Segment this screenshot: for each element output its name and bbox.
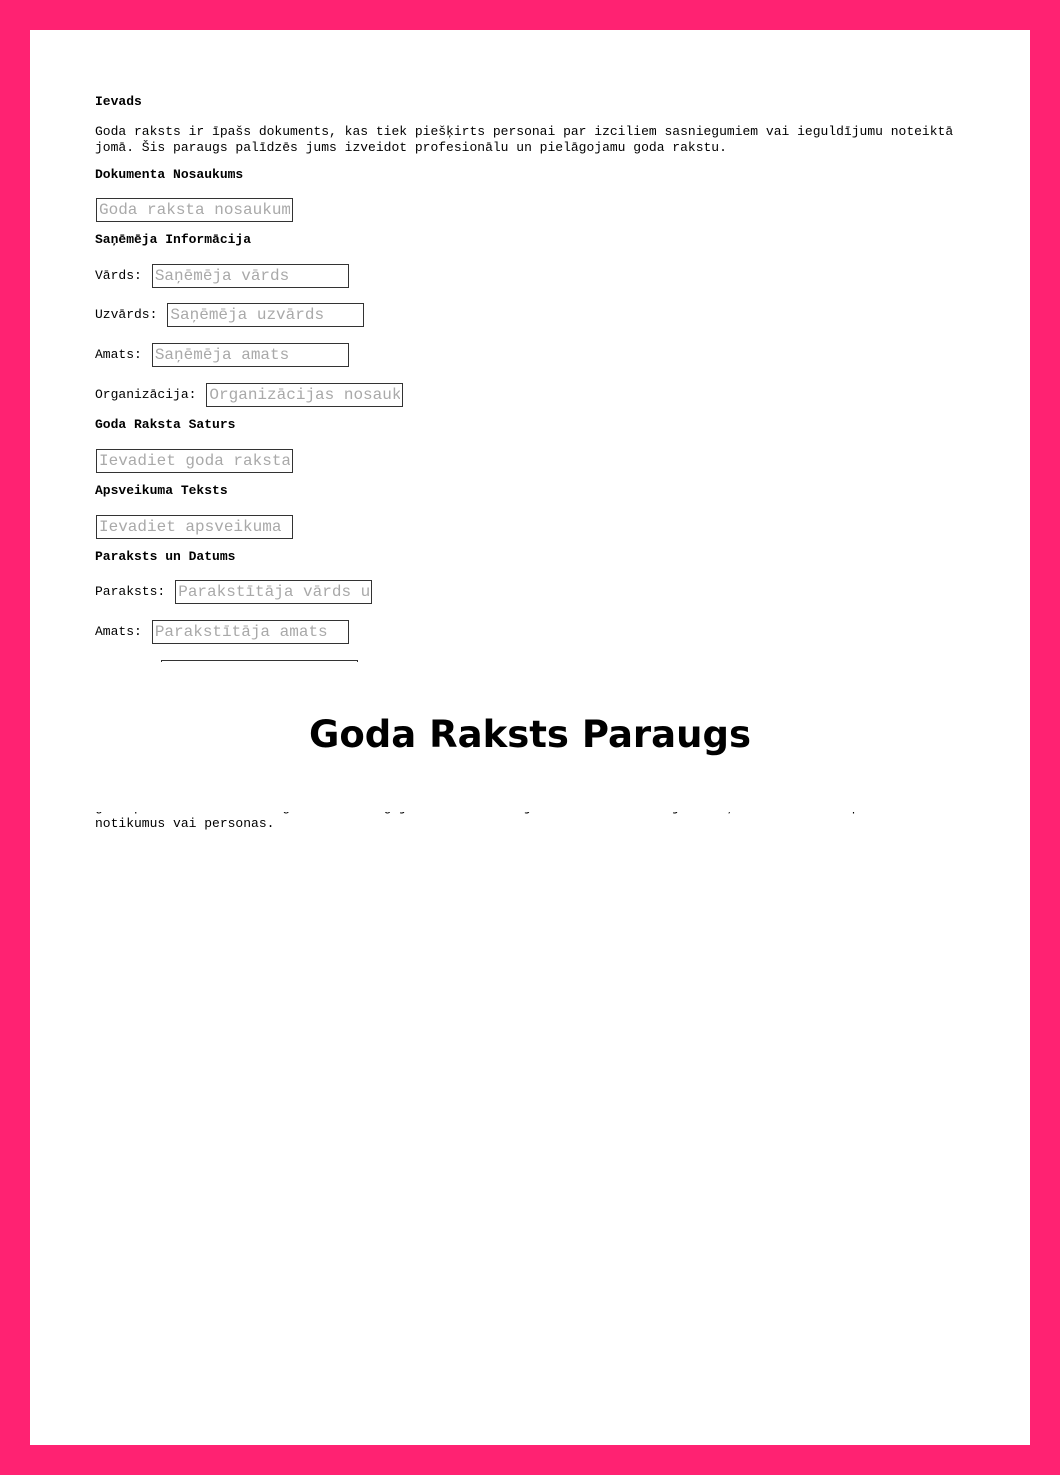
first-name-input[interactable] <box>152 264 349 288</box>
position-row <box>95 343 349 367</box>
signature-row <box>95 580 372 604</box>
closing-text: notikumus vai personas. <box>95 816 275 831</box>
title-banner <box>30 662 1030 812</box>
congrats-input[interactable] <box>96 515 293 539</box>
signer-position-input[interactable] <box>152 620 349 644</box>
intro-text: Goda raksts ir īpašs dokuments, kas tiek piešķirts personai par izciliem sasniegumiem vai ieguldījumu noteiktā jomā. Šis paraugs palīdzēs jums izveidot profesionālu un pielāgojamu goda rakstu. <box>95 124 954 155</box>
organization-label: Organizācija: <box>95 387 197 402</box>
content-heading: Goda Raksta Saturs <box>95 417 236 432</box>
position-input[interactable] <box>152 343 349 367</box>
signer-position-label: Amats: <box>95 624 142 639</box>
page-title: Goda Raksts Paraugs <box>309 712 751 756</box>
last-name-input[interactable] <box>167 303 364 327</box>
document-name-input[interactable] <box>96 198 293 222</box>
recipient-heading: Saņēmēja Informācija <box>95 232 252 247</box>
signature-heading: Paraksts un Datums <box>95 549 236 564</box>
organization-row <box>95 383 403 407</box>
first-name-row <box>95 264 349 288</box>
content-input[interactable] <box>96 449 293 473</box>
position-label: Amats: <box>95 347 142 362</box>
document-page <box>30 30 1030 1445</box>
last-name-label: Uzvārds: <box>95 307 158 322</box>
intro-heading: Ievads <box>95 94 142 109</box>
signature-label: Paraksts: <box>95 584 166 599</box>
last-name-row <box>95 303 364 327</box>
signer-position-row <box>95 620 349 644</box>
first-name-label: Vārds: <box>95 268 142 283</box>
document-name-heading: Dokumenta Nosaukums <box>95 167 244 182</box>
organization-input[interactable] <box>206 383 403 407</box>
signature-input[interactable] <box>175 580 372 604</box>
congrats-heading: Apsveikuma Teksts <box>95 483 228 498</box>
